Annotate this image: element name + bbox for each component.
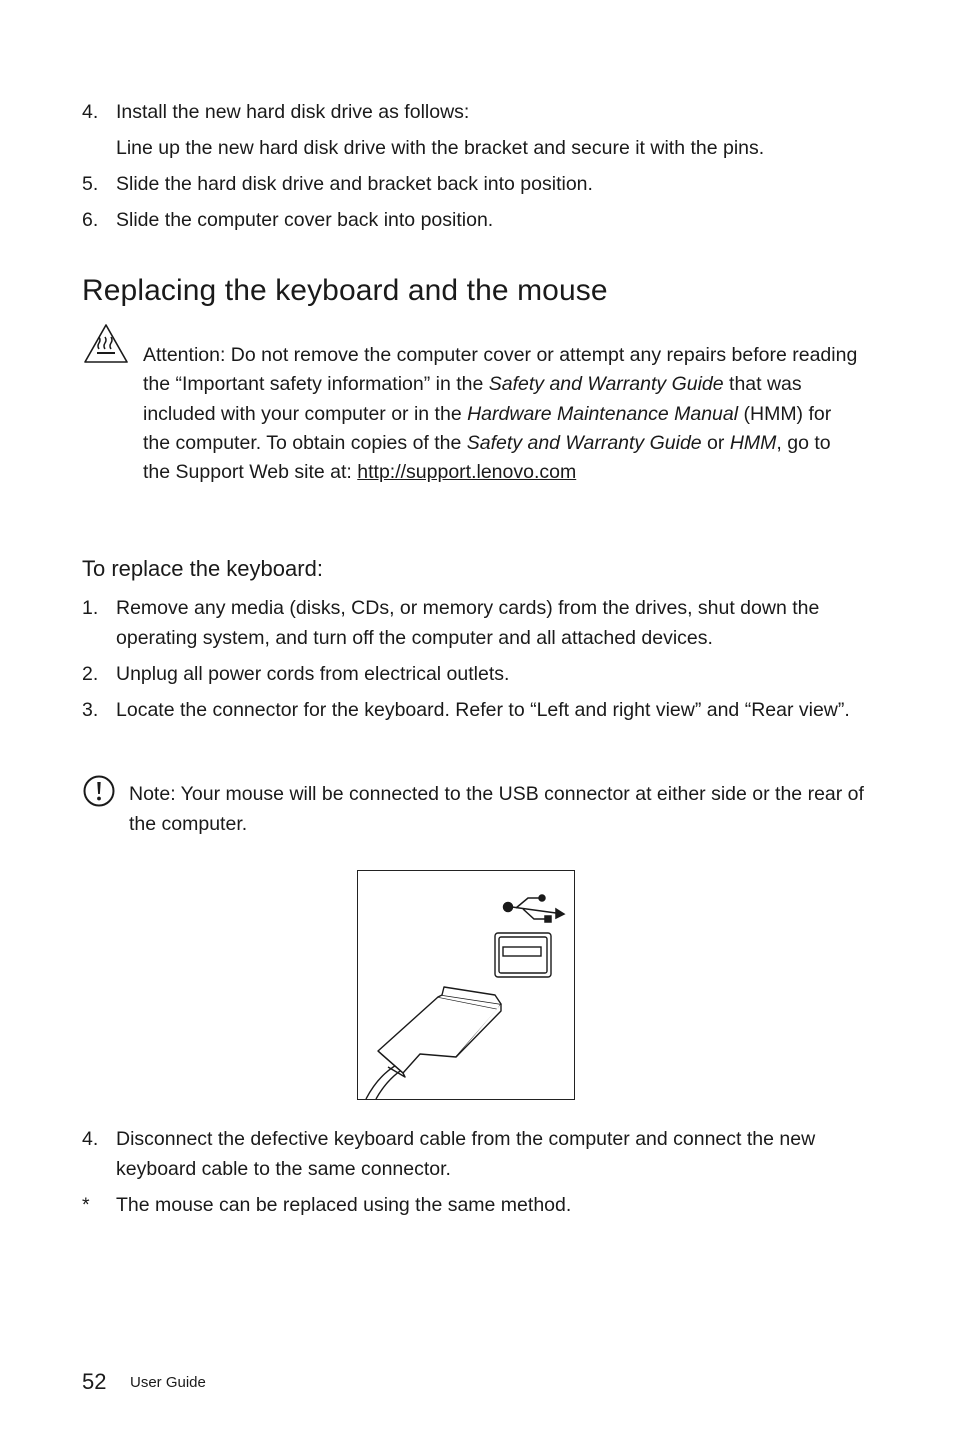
usb-plug-icon	[366, 987, 501, 1099]
step-text: Unplug all power cords from electrical outlets.	[116, 663, 510, 685]
attention-text: or	[701, 431, 730, 454]
attention-italic: HMM	[729, 431, 777, 454]
subheading: To replace the keyboard:	[82, 556, 323, 581]
asterisk-mark: *	[82, 1194, 90, 1216]
attention-italic: Hardware Maintenance Manual	[467, 402, 739, 425]
step-number: 1.	[82, 597, 99, 619]
usb-port-icon	[495, 933, 551, 977]
attention-text: , go to the Support Web site at:	[143, 431, 831, 484]
support-link[interactable]: http://support.lenovo.com	[357, 461, 577, 484]
attention-italic: Safety and Warranty Guide	[466, 431, 702, 454]
step-number: 4.	[82, 101, 99, 123]
step-text: Slide the hard disk drive and bracket back into position.	[116, 173, 593, 195]
step-text: Locate the connector for the keyboard. Refer to “Left and right view” and “Rear view”.	[116, 699, 850, 721]
step-text: The mouse can be replaced using the same method.	[116, 1194, 572, 1216]
attention-label: Attention:	[143, 344, 226, 366]
step-number: 4.	[82, 1128, 99, 1150]
note-label: Note:	[129, 783, 176, 805]
footer-label: User Guide	[130, 1374, 206, 1391]
attention-text: that was included with your computer or in the	[143, 373, 802, 425]
step-number: 6.	[82, 209, 99, 231]
step-text: Slide the computer cover back into position.	[116, 209, 494, 231]
usb-connector-figure	[357, 870, 575, 1100]
section-title: Replacing the keyboard and the mouse	[82, 274, 608, 307]
step-text: Line up the new hard disk drive with the bracket and secure it with the pins.	[116, 137, 765, 159]
attention-paragraph	[143, 341, 863, 487]
step-number: 2.	[82, 663, 99, 685]
step-text: Install the new hard disk drive as follows:	[116, 101, 470, 123]
note-text: Your mouse will be connected to the USB connector at either side or the rear of the computer.	[129, 783, 864, 835]
step-text: Disconnect the defective keyboard cable from the computer and connect the new keyboard cable to the same connector.	[116, 1128, 816, 1180]
page-number: 52	[82, 1369, 107, 1394]
note-paragraph	[129, 780, 864, 839]
usb-symbol-icon	[504, 895, 565, 922]
step-text: Remove any media (disks, CDs, or memory cards) from the drives, shut down the operating system, and turn off the computer and all attached devices.	[116, 597, 820, 649]
step-number: 5.	[82, 173, 99, 195]
attention-text: Do not remove the computer cover or attempt any repairs before reading the “Important safety information” in the	[143, 344, 858, 396]
step-number: 3.	[82, 699, 99, 721]
exclamation-circle-icon	[82, 774, 116, 808]
attention-italic: Safety and Warranty Guide	[488, 373, 724, 396]
usb-diagram	[358, 871, 574, 1099]
attention-text: (HMM) for the computer. To obtain copies of the	[143, 402, 832, 454]
hazard-hot-icon	[82, 322, 130, 366]
